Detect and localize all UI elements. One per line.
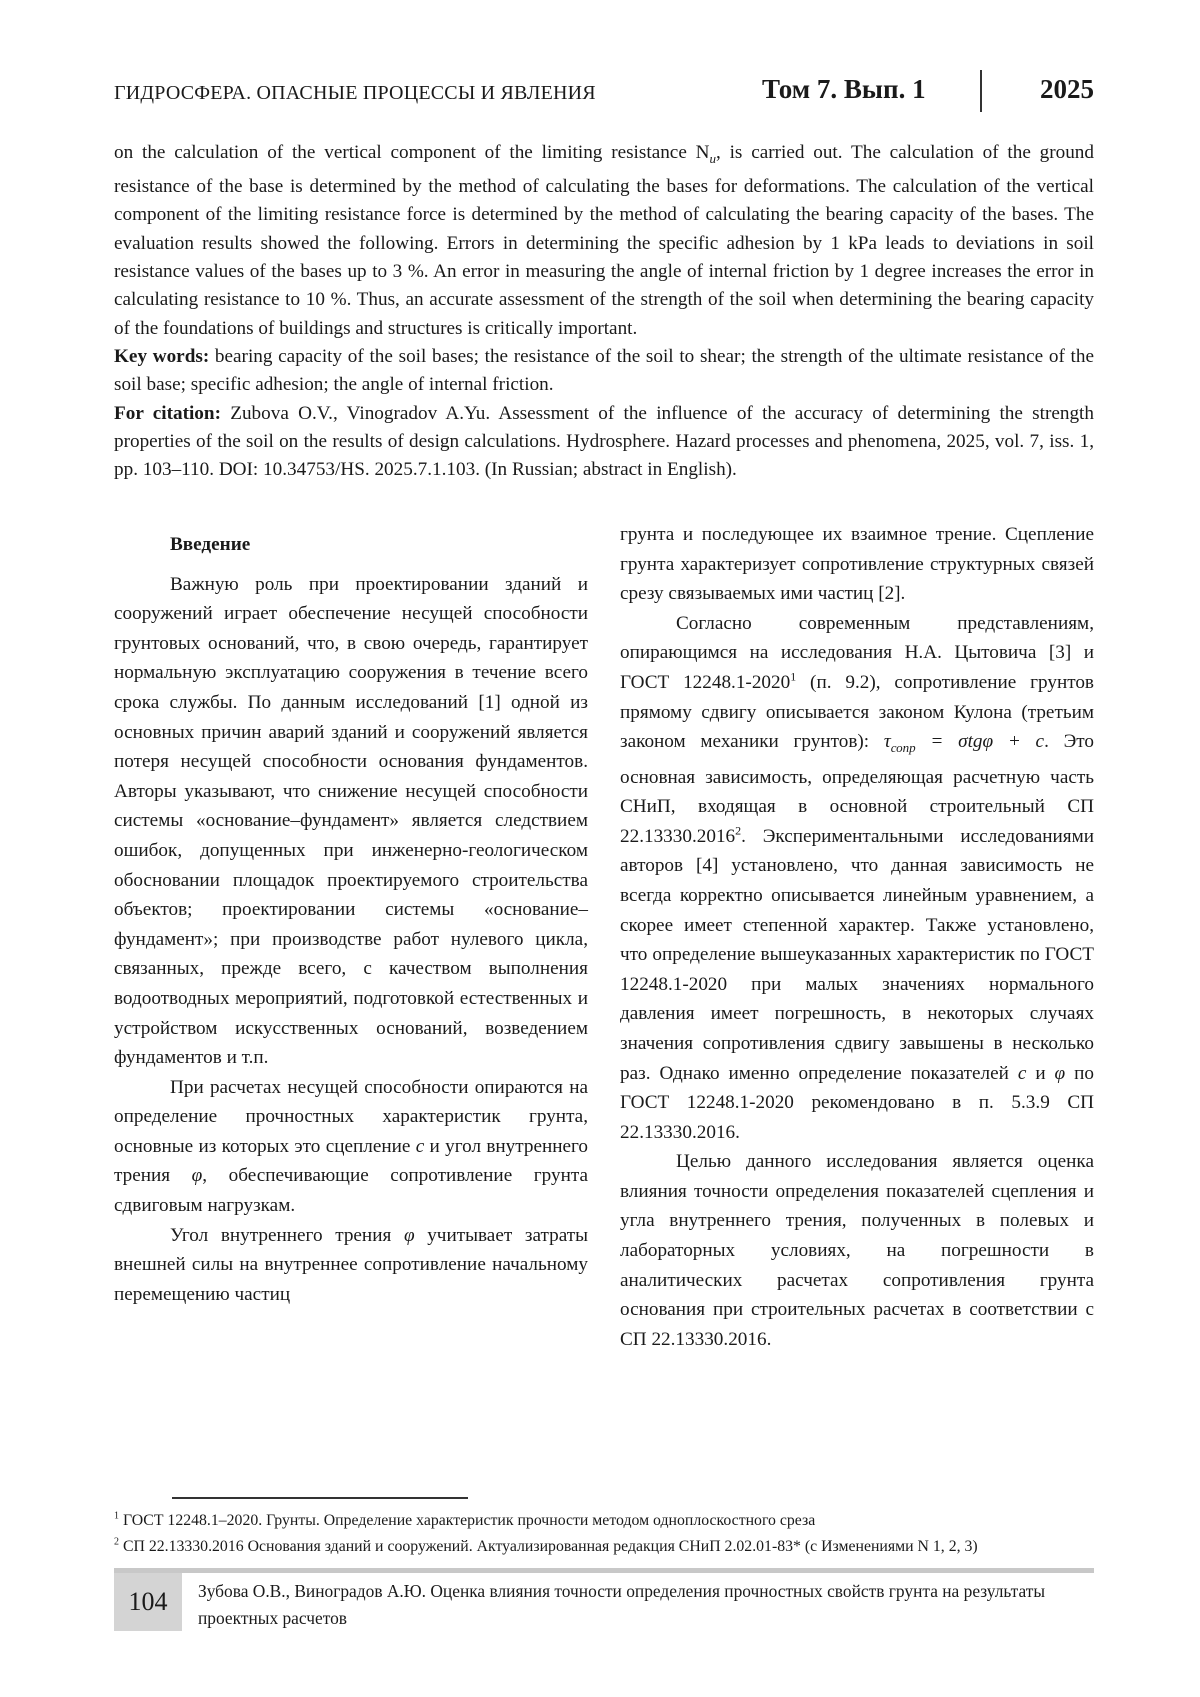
footnote-ref: 1 xyxy=(790,669,797,684)
year: 2025 xyxy=(1040,74,1094,104)
formula: $\tau_{сопр} = \sigma tg\varphi + c$ xyxy=(883,731,1045,755)
section-heading: Введение xyxy=(170,534,251,555)
abstract-text: on the calculation of the vertical component of the limiting resistance $N_u$, is carried out. The calculation of the ground resistance of the base is determined by the method of calculating the bases for deformations. The calculation of the vertical component of the limiting resistance force is determined by the method of calculating the bearing capacity of the bases. The evaluation results showed the following. Errors in determining the specific adhesion by 1 kPa leads to deviations in soil resistance values of the bases up to 3 %. An error in measuring the angle of internal friction by 1 degree increases the error in calculating resistance to 10 %. Thus, an accurate assessment of the strength of the soil when determining the bearing capacity of the foundations of buildings and structures is critically important. xyxy=(114,142,1094,339)
footnotes xyxy=(114,1508,1094,1560)
running-header xyxy=(114,68,1094,118)
page-number: 104 xyxy=(114,1573,182,1631)
paragraph: Целью данного исследования является оценка влияния точности определения показателей сцепления и угла внутреннего трения, полученных в полевых и лабораторных условиях, на погрешности в аналитических расчетах сопротивления грунта основания при строительных расчетах в соответствии с СП 22.13330.2016. xyxy=(620,1151,1094,1350)
footnote: $^2$ СП 22.13330.2016 Основания зданий и сооружений. Актуализированная редакция СНиП 2.02.01-83* (с Изменениями N 1, 2, 3) xyxy=(114,1536,978,1555)
footnote-ref: 2 xyxy=(735,823,742,838)
citation: For citation: Zubova O.V., Vinogradov A.Yu. Assessment of the influence of the accuracy of determining the strength properties of the soil on the results of design calculations. Hydrosphere. Hazard processes and phenomena, 2025, vol. 7, iss. 1, pp. 103–110. DOI: 10.34753/HS. 2025.7.1.103. (In Russian; abstract in English). xyxy=(114,402,1094,481)
volume-issue: Том 7. Вып. 1 xyxy=(762,74,926,104)
journal-title: ГИДРОСФЕРА. ОПАСНЫЕ ПРОЦЕССЫ И ЯВЛЕНИЯ xyxy=(114,82,596,104)
paragraph: грунта и последующее их взаимное трение. Сцепление грунта характеризует сопротивление структурных связей срезу связываемых ими частиц [2]. xyxy=(620,524,1094,605)
paragraph: При расчетах несущей способности опираются на определение прочностных характеристик грунта, основные из которых это сцепление c и угол внутреннего трения φ, обеспечивающие сопротивление грунта сдвиговым нагрузкам. xyxy=(114,1076,589,1217)
keywords: Key words: bearing capacity of the soil bases; the resistance of the soil to shear; the strength of the ultimate resistance of the soil base; specific adhesion; the angle of internal friction. xyxy=(114,345,1094,396)
footer-citation: Зубова О.В., Виноградов А.Ю. Оценка влияния точности определения прочностных свойств грунта на результаты проектных расчетов xyxy=(198,1581,1046,1628)
header-divider xyxy=(980,70,982,112)
right-column xyxy=(620,520,1094,1354)
abstract xyxy=(114,139,1094,484)
paragraph: Угол внутреннего трения φ учитывает затраты внешней силы на внутреннее сопротивление начальному перемещению частиц xyxy=(114,1224,588,1305)
footnote-separator xyxy=(172,1497,468,1499)
paragraph: Важную роль при проектировании зданий и сооружений играет обеспечение несущей способности грунтовых оснований, что, в свою очередь, гарантирует нормальную эксплуатацию сооружения в течение всего срока службы. По данным исследований [1] одной из основных причин аварий зданий и сооружений является потеря несущей способности основания фундаментов. Авторы указывают, что снижение несущей способности системы «основание–фундамент» является следствием ошибок, допущенных при инженерно-геологическом обосновании площадок проектируемого строительства объектов; проектировании системы «основание–фундамент»; при производстве работ нулевого цикла, связанных, прежде всего, с качеством выполнения водоотводных мероприятий, подготовкой естественных и устройством искусственных оснований, возведением фундаментов и т.п. xyxy=(114,573,588,1069)
paragraph: Согласно современным представлениям, опирающимся на исследования Н.А. Цытовича [3] и ГОСТ 12248.1-2020$^1$ (п. 9.2), сопротивление грунтов прямому сдвигу описывается законом Кулона (третьим законом механики грунтов): $\tau_{сопр} = \sigma tg\varphi + c$. Это основная зависимость, определяющая расчетную часть СНиП, входящая в основной строительный СП 22.13330.2016$^2$. Экспериментальными исследованиями авторов [4] установлено, что данная зависимость не всегда корректно описывается линейным уравнением, а скорее имеет степенной характер. Также установлено, что определение вышеуказанных характеристик по ГОСТ 12248.1-2020 при малых значениях нормального давления имеет погрешность, в некоторых случаях значения сопротивления сдвигу завышены в несколько раз. Однако именно определение показателей c и φ по ГОСТ 12248.1-2020 рекомендовано в п. 5.3.9 СП 22.13330.2016. xyxy=(620,612,1094,1143)
left-column xyxy=(114,530,588,1309)
footnote: $^1$ ГОСТ 12248.1–2020. Грунты. Определение характеристик прочности методом одноплоскостного среза xyxy=(114,1510,816,1529)
footer-rule xyxy=(114,1568,1094,1573)
